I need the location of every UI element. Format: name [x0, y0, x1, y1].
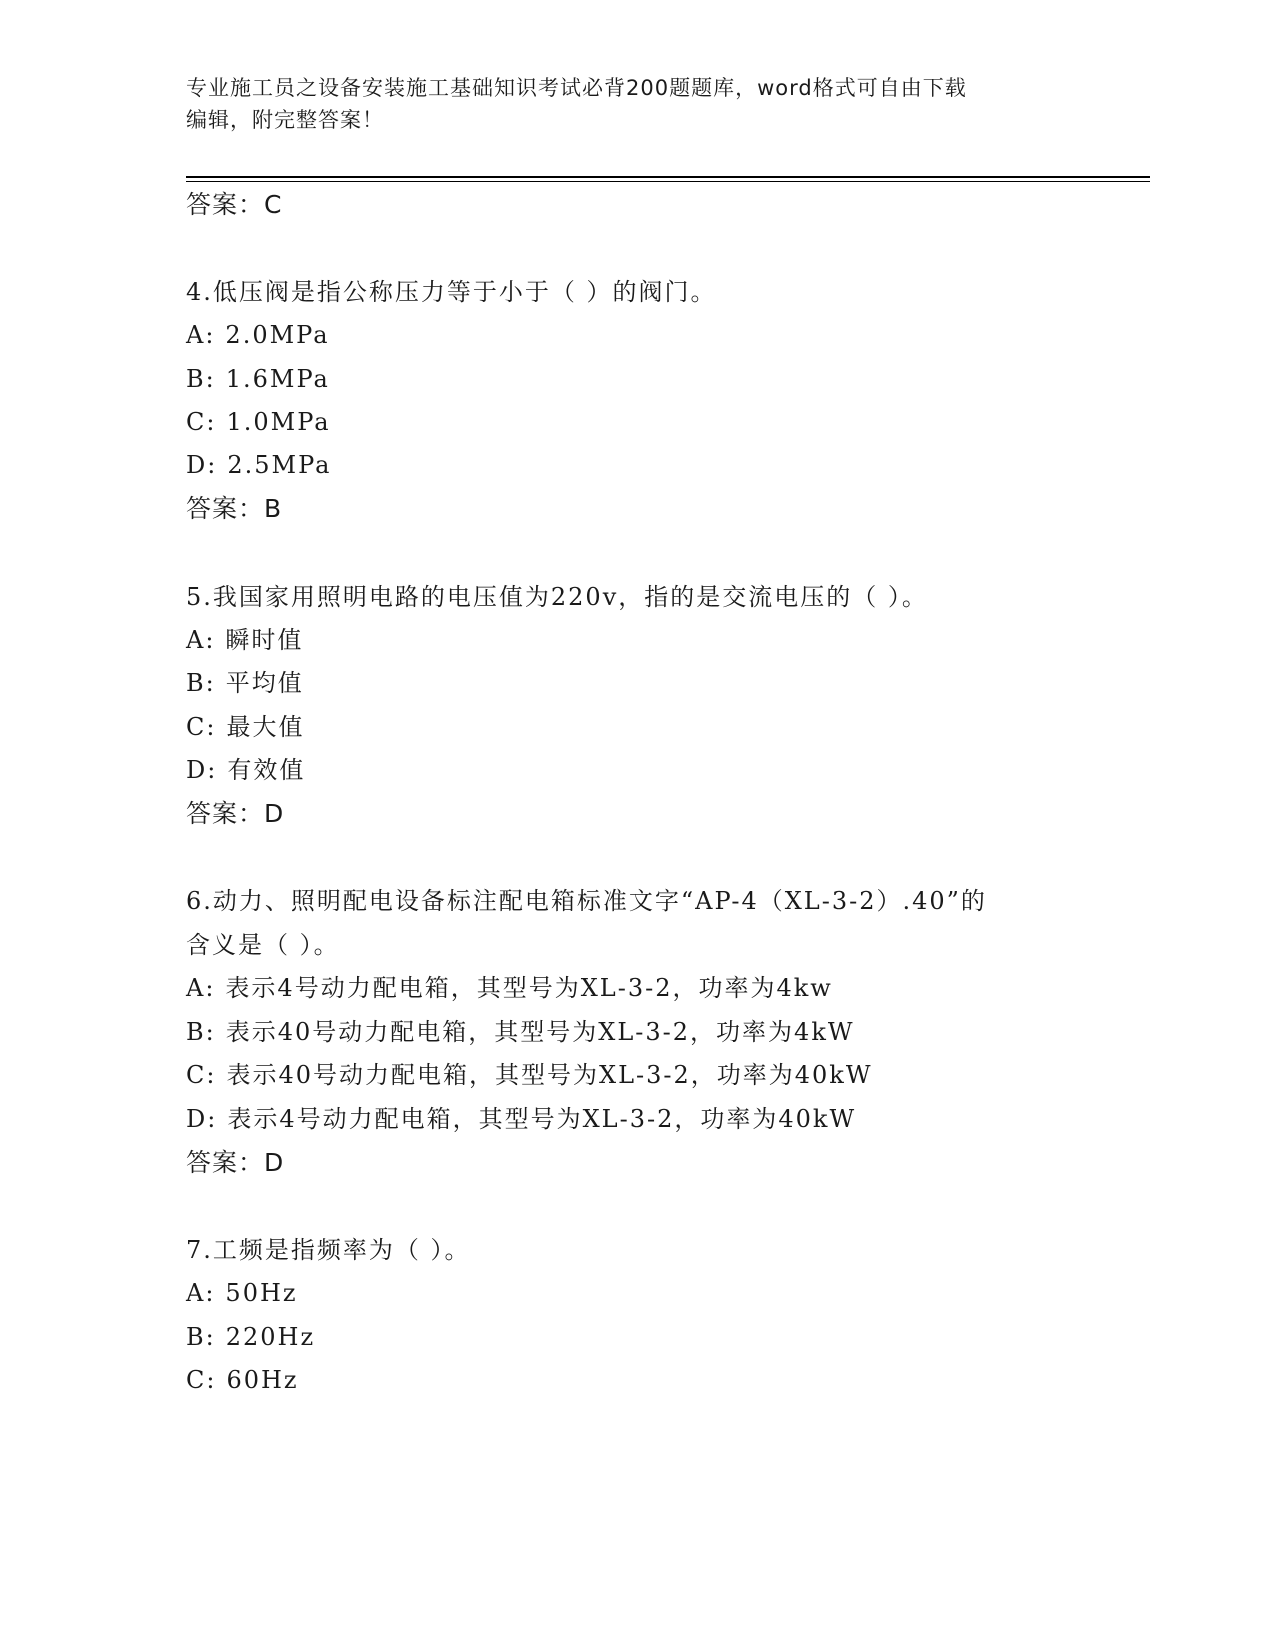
question-6-option-c	[186, 1060, 873, 1090]
question-5-answer	[186, 799, 284, 829]
question-6-answer	[186, 1148, 284, 1178]
option-key: A:	[186, 626, 216, 654]
document-header	[186, 72, 1086, 136]
answer-value: D	[264, 1148, 285, 1177]
option-text: 瞬时值	[225, 626, 304, 654]
option-key: C:	[186, 713, 217, 741]
question-5-option-a	[186, 625, 303, 655]
question-6-option-d	[186, 1104, 856, 1134]
option-key: D:	[186, 756, 218, 784]
question-7-stem: 7.工频是指频率为（ ）。	[186, 1236, 471, 1264]
header-divider-thick	[186, 176, 1150, 178]
option-key: C:	[186, 408, 217, 436]
option-text: 50Hz	[225, 1279, 298, 1307]
option-text: 2.0MPa	[225, 321, 330, 349]
question-7-option-b	[186, 1322, 315, 1352]
answer-label: 答案：	[186, 1148, 265, 1177]
question-4-option-b	[186, 364, 330, 394]
option-key: C:	[186, 1366, 217, 1394]
question-4-answer	[186, 494, 282, 524]
question-5-option-b	[186, 668, 304, 698]
question-4-option-d	[186, 450, 331, 480]
answer-value: C	[264, 190, 283, 219]
option-key: D:	[186, 451, 218, 479]
question-7-option-a	[186, 1278, 298, 1308]
answer-value: D	[264, 799, 285, 828]
option-key: B:	[186, 669, 216, 697]
question-5-option-d	[186, 755, 305, 785]
header-line-1: 专业施工员之设备安装施工基础知识考试必背200题题库，word格式可自由下载	[186, 76, 967, 100]
question-6-option-b	[186, 1017, 855, 1047]
question-6-option-a	[186, 973, 833, 1003]
option-key: A:	[186, 321, 216, 349]
header-divider-thin	[186, 181, 1150, 182]
question-4-stem: 4.低压阀是指公称压力等于小于（ ）的阀门。	[186, 278, 717, 306]
question-7-option-c	[186, 1365, 299, 1395]
option-key: A:	[186, 1279, 216, 1307]
option-key: A:	[186, 974, 216, 1002]
option-text: 2.5MPa	[227, 451, 332, 479]
option-key: B:	[186, 1323, 216, 1351]
option-text: 表示40号动力配电箱，其型号为XL-3-2，功率为40kW	[226, 1061, 873, 1089]
header-line-2: 编辑，附完整答案！	[186, 108, 384, 132]
option-text: 有效值	[227, 756, 306, 784]
option-key: C:	[186, 1061, 217, 1089]
option-text: 表示40号动力配电箱，其型号为XL-3-2，功率为4kW	[225, 1018, 855, 1046]
option-text: 平均值	[225, 669, 304, 697]
option-key: D:	[186, 1105, 218, 1133]
option-text: 表示4号动力配电箱，其型号为XL-3-2，功率为4kw	[225, 974, 833, 1002]
option-text: 220Hz	[225, 1323, 316, 1351]
option-key: B:	[186, 365, 216, 393]
answer-value: B	[264, 494, 283, 523]
option-text: 表示4号动力配电箱，其型号为XL-3-2，功率为40kW	[227, 1105, 857, 1133]
question-5-stem: 5.我国家用照明电路的电压值为220v，指的是交流电压的（ ）。	[186, 583, 928, 611]
question-5-option-c	[186, 712, 304, 742]
answer-line-3	[186, 190, 282, 220]
question-4-option-c	[186, 407, 331, 437]
answer-label: 答案：	[186, 799, 265, 828]
option-text: 1.0MPa	[226, 408, 331, 436]
option-text: 1.6MPa	[225, 365, 330, 393]
question-6-stem: 6.动力、照明配电设备标注配电箱标准文字“AP-4（XL-3-2）.40”的	[186, 887, 987, 915]
answer-label: 答案：	[186, 494, 265, 523]
answer-label: 答案：	[186, 190, 265, 219]
question-4-option-a	[186, 320, 330, 350]
option-text: 60Hz	[226, 1366, 299, 1394]
option-key: B:	[186, 1018, 216, 1046]
option-text: 最大值	[226, 713, 305, 741]
question-6-stem-continued: 含义是（ ）。	[186, 931, 340, 959]
